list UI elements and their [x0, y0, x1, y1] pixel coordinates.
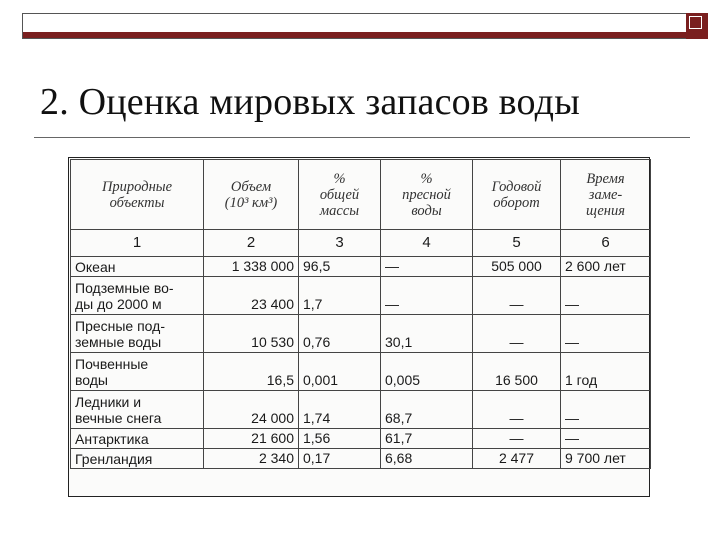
percent-fresh-cell: 61,7: [381, 429, 473, 449]
object-name-line: Ледники и: [75, 393, 142, 410]
column-number: 4: [381, 230, 473, 257]
percent-fresh-cell: 68,7: [381, 391, 473, 429]
table-row: [71, 277, 651, 315]
annual-turnover-cell: 16 500: [473, 353, 561, 391]
water-reserves-table: [70, 159, 651, 469]
annual-turnover-cell: 2 477: [473, 449, 561, 469]
percent-total-cell: 96,5: [299, 257, 381, 277]
column-number-row: [71, 230, 651, 257]
header-corner-block: [686, 13, 708, 39]
object-name-line: Почвенные: [75, 355, 149, 372]
volume-cell: 10 530: [204, 315, 299, 353]
header-replacement-time: [561, 160, 651, 230]
percent-fresh-cell: 0,005: [381, 353, 473, 391]
header-line: Природные: [101, 178, 173, 195]
percent-total-cell: 0,17: [299, 449, 381, 469]
header-annual-turnover: [473, 160, 561, 230]
table-row: [71, 315, 651, 353]
volume-cell: 16,5: [204, 353, 299, 391]
percent-fresh-cell: —: [381, 257, 473, 277]
object-name-cell: [71, 429, 204, 449]
replacement-time-cell: 9 700 лет: [561, 449, 651, 469]
object-name-cell: [71, 353, 204, 391]
percent-total-cell: 0,76: [299, 315, 381, 353]
volume-cell: 24 000: [204, 391, 299, 429]
percent-total-cell: 1,56: [299, 429, 381, 449]
header-line: (10³ км³): [224, 194, 278, 211]
header-line: %: [333, 170, 346, 187]
header-line: оборот: [493, 194, 540, 211]
header-line: пресной: [402, 186, 451, 203]
volume-cell: 2 340: [204, 449, 299, 469]
slide-title: 2. Оценка мировых запасов воды: [40, 81, 580, 123]
replacement-time-cell: —: [561, 429, 651, 449]
title-underline: [34, 137, 690, 138]
header-accent-stripe: [23, 32, 687, 38]
object-name-cell: [71, 315, 204, 353]
annual-turnover-cell: 505 000: [473, 257, 561, 277]
header-line: общей: [319, 186, 360, 203]
percent-fresh-cell: 30,1: [381, 315, 473, 353]
replacement-time-cell: —: [561, 391, 651, 429]
annual-turnover-cell: —: [473, 277, 561, 315]
column-number: 6: [561, 230, 651, 257]
replacement-time-cell: —: [561, 277, 651, 315]
header-line: объекты: [109, 194, 165, 211]
replacement-time-cell: 2 600 лет: [561, 257, 651, 277]
annual-turnover-cell: —: [473, 429, 561, 449]
header-line: Годовой: [491, 178, 542, 195]
object-name-cell: [71, 277, 204, 315]
volume-cell: 21 600: [204, 429, 299, 449]
object-name-cell: [71, 391, 204, 429]
object-name-line: Пресные под-: [75, 317, 165, 334]
table-row: [71, 391, 651, 429]
table-row: [71, 429, 651, 449]
header-percent-total: [299, 160, 381, 230]
object-name-line: Антарктика: [75, 430, 149, 447]
annual-turnover-cell: —: [473, 315, 561, 353]
column-number: 5: [473, 230, 561, 257]
header-percent-fresh: [381, 160, 473, 230]
header-line: щения: [586, 202, 625, 219]
table-body: [71, 257, 651, 469]
table-row: [71, 449, 651, 469]
header-line: %: [420, 170, 433, 187]
object-name-line: земные воды: [75, 333, 162, 350]
percent-total-cell: 1,74: [299, 391, 381, 429]
replacement-time-cell: 1 год: [561, 353, 651, 391]
header-line: массы: [319, 202, 360, 219]
object-name-line: ды до 2000 м: [75, 295, 162, 312]
header-line: Объем: [230, 178, 272, 195]
header-volume: [204, 160, 299, 230]
object-name-line: воды: [75, 371, 108, 388]
slide-header-bar: [22, 13, 688, 39]
object-name-line: вечные снега: [75, 409, 162, 426]
percent-total-cell: 1,7: [299, 277, 381, 315]
volume-cell: 23 400: [204, 277, 299, 315]
percent-total-cell: 0,001: [299, 353, 381, 391]
volume-cell: 1 338 000: [204, 257, 299, 277]
header-row: [71, 160, 651, 230]
header-line: воды: [411, 202, 442, 219]
replacement-time-cell: —: [561, 315, 651, 353]
object-name-cell: [71, 449, 204, 469]
column-number: 2: [204, 230, 299, 257]
annual-turnover-cell: —: [473, 391, 561, 429]
percent-fresh-cell: 6,68: [381, 449, 473, 469]
table-row: [71, 257, 651, 277]
corner-square-icon: [689, 16, 702, 29]
object-name-line: Гренландия: [75, 450, 153, 467]
column-number: 1: [71, 230, 204, 257]
column-number: 3: [299, 230, 381, 257]
header-natural-objects: [71, 160, 204, 230]
header-line: Время: [586, 170, 625, 187]
percent-fresh-cell: —: [381, 277, 473, 315]
object-name-cell: [71, 257, 204, 277]
object-name-line: Подземные во-: [75, 279, 174, 296]
table-row: [71, 353, 651, 391]
header-line: заме-: [588, 186, 623, 203]
object-name-line: Океан: [75, 258, 116, 275]
